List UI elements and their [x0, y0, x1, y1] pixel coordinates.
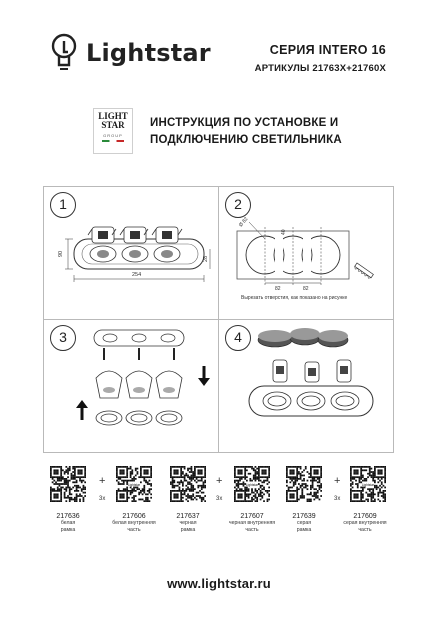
qr-code-icon: [286, 466, 322, 502]
qr-code-icon: [170, 466, 206, 502]
qr-center-logo-text: Lightstar: [127, 483, 141, 487]
instructions-title-line2: ПОДКЛЮЧЕНИЮ СВЕТИЛЬНИКА: [150, 134, 342, 146]
plus-sign-1: +: [99, 475, 106, 487]
article-numbers: АРТИКУЛЫ 21763X+21760X: [254, 63, 386, 74]
qr-center-logo-text: Lightstar: [361, 483, 375, 487]
product-qr-row: [44, 466, 394, 546]
step-panel-2: [218, 186, 394, 320]
product-code: 217609: [353, 513, 377, 520]
product-desc-line1: черная: [179, 520, 197, 526]
product-desc-line2: рамка: [60, 526, 76, 533]
lightbulb-logo-icon: [50, 32, 80, 74]
qr-code-217607[interactable]: [234, 466, 270, 502]
arrow-up-icon: [76, 400, 88, 420]
step-number-4: 4: [225, 325, 251, 351]
saw-icon: [354, 263, 374, 279]
group-logo-line3: GROUP: [103, 133, 123, 138]
qr-code-217636[interactable]: [50, 466, 86, 502]
multiplier-2: 3x: [216, 496, 223, 502]
website-link[interactable]: www.lightstar.ru: [167, 576, 271, 591]
product-desc-line2: часть: [127, 526, 141, 533]
qr-code-icon: [116, 466, 152, 502]
dim-height-label: 90: [58, 250, 64, 257]
product-caption-217637: [153, 513, 223, 533]
dim-length-label: 254: [132, 272, 142, 278]
product-code: 217639: [292, 513, 316, 520]
product-code: 217637: [176, 513, 200, 520]
instructions-title: [150, 115, 342, 149]
product-caption-217636: [33, 513, 103, 533]
instructions-title-line1: ИНСТРУКЦИЯ ПО УСТАНОВКЕ И: [150, 117, 339, 129]
dim-depth-label: 28: [203, 255, 209, 262]
brand-logo: [50, 32, 240, 74]
plus-sign-2: +: [216, 475, 223, 487]
product-desc-line2: рамка: [296, 526, 312, 533]
step-number-3: 3: [50, 325, 76, 351]
qr-code-217637[interactable]: [170, 466, 206, 502]
qr-code-217606[interactable]: [116, 466, 152, 502]
brand-name: Lightstar: [86, 39, 211, 67]
plus-sign-3: +: [334, 475, 341, 487]
step-number-1: 1: [50, 192, 76, 218]
product-desc-line2: часть: [358, 526, 372, 533]
group-logo: [93, 108, 133, 154]
italian-flag-stripe: [102, 140, 124, 142]
step-panel-1: [43, 186, 219, 320]
product-desc-line1: белая: [60, 520, 76, 526]
product-code: 217607: [240, 513, 264, 520]
multiplier-1: 3x: [99, 496, 106, 502]
dim-spacing-a-label: 82: [275, 286, 281, 292]
product-code: 217636: [56, 513, 80, 520]
group-logo-line2: STAR: [101, 120, 125, 130]
arrow-down-icon: [198, 366, 210, 386]
qr-code-icon: [234, 466, 270, 502]
group-logo-line1: LIGHT: [98, 111, 128, 121]
product-desc-line1: серая: [296, 520, 312, 526]
step-panel-4: [218, 319, 394, 453]
cutout-note: Вырезать отверстия, как показано на рисунке: [241, 295, 348, 301]
qr-code-icon: [50, 466, 86, 502]
product-code: 217606: [122, 513, 146, 520]
step-number-2: 2: [225, 192, 251, 218]
dim-offset-label: 40: [281, 229, 287, 235]
qr-center-logo-text: Lightstar: [245, 483, 259, 487]
product-desc-line1: черная внутренняя: [228, 520, 276, 526]
qr-code-icon: [350, 466, 386, 502]
dim-diameter-label: Ø 82: [237, 216, 250, 229]
product-caption-217609: [330, 513, 400, 533]
series-block: [255, 43, 386, 74]
step-panel-3: [43, 319, 219, 453]
dim-spacing-b-label: 82: [303, 286, 309, 292]
series-title: СЕРИЯ INTERO 16: [269, 43, 386, 57]
product-caption-217639: [269, 513, 339, 533]
product-desc-line1: белая внутренняя: [112, 520, 156, 526]
multiplier-3: 3x: [334, 496, 341, 502]
product-desc-line2: рамка: [180, 526, 196, 533]
product-desc-line1: серая внутренняя: [343, 520, 387, 526]
qr-code-217639[interactable]: [286, 466, 322, 502]
steps-grid: [43, 186, 395, 454]
qr-code-217609[interactable]: [350, 466, 386, 502]
product-desc-line2: часть: [245, 526, 259, 533]
